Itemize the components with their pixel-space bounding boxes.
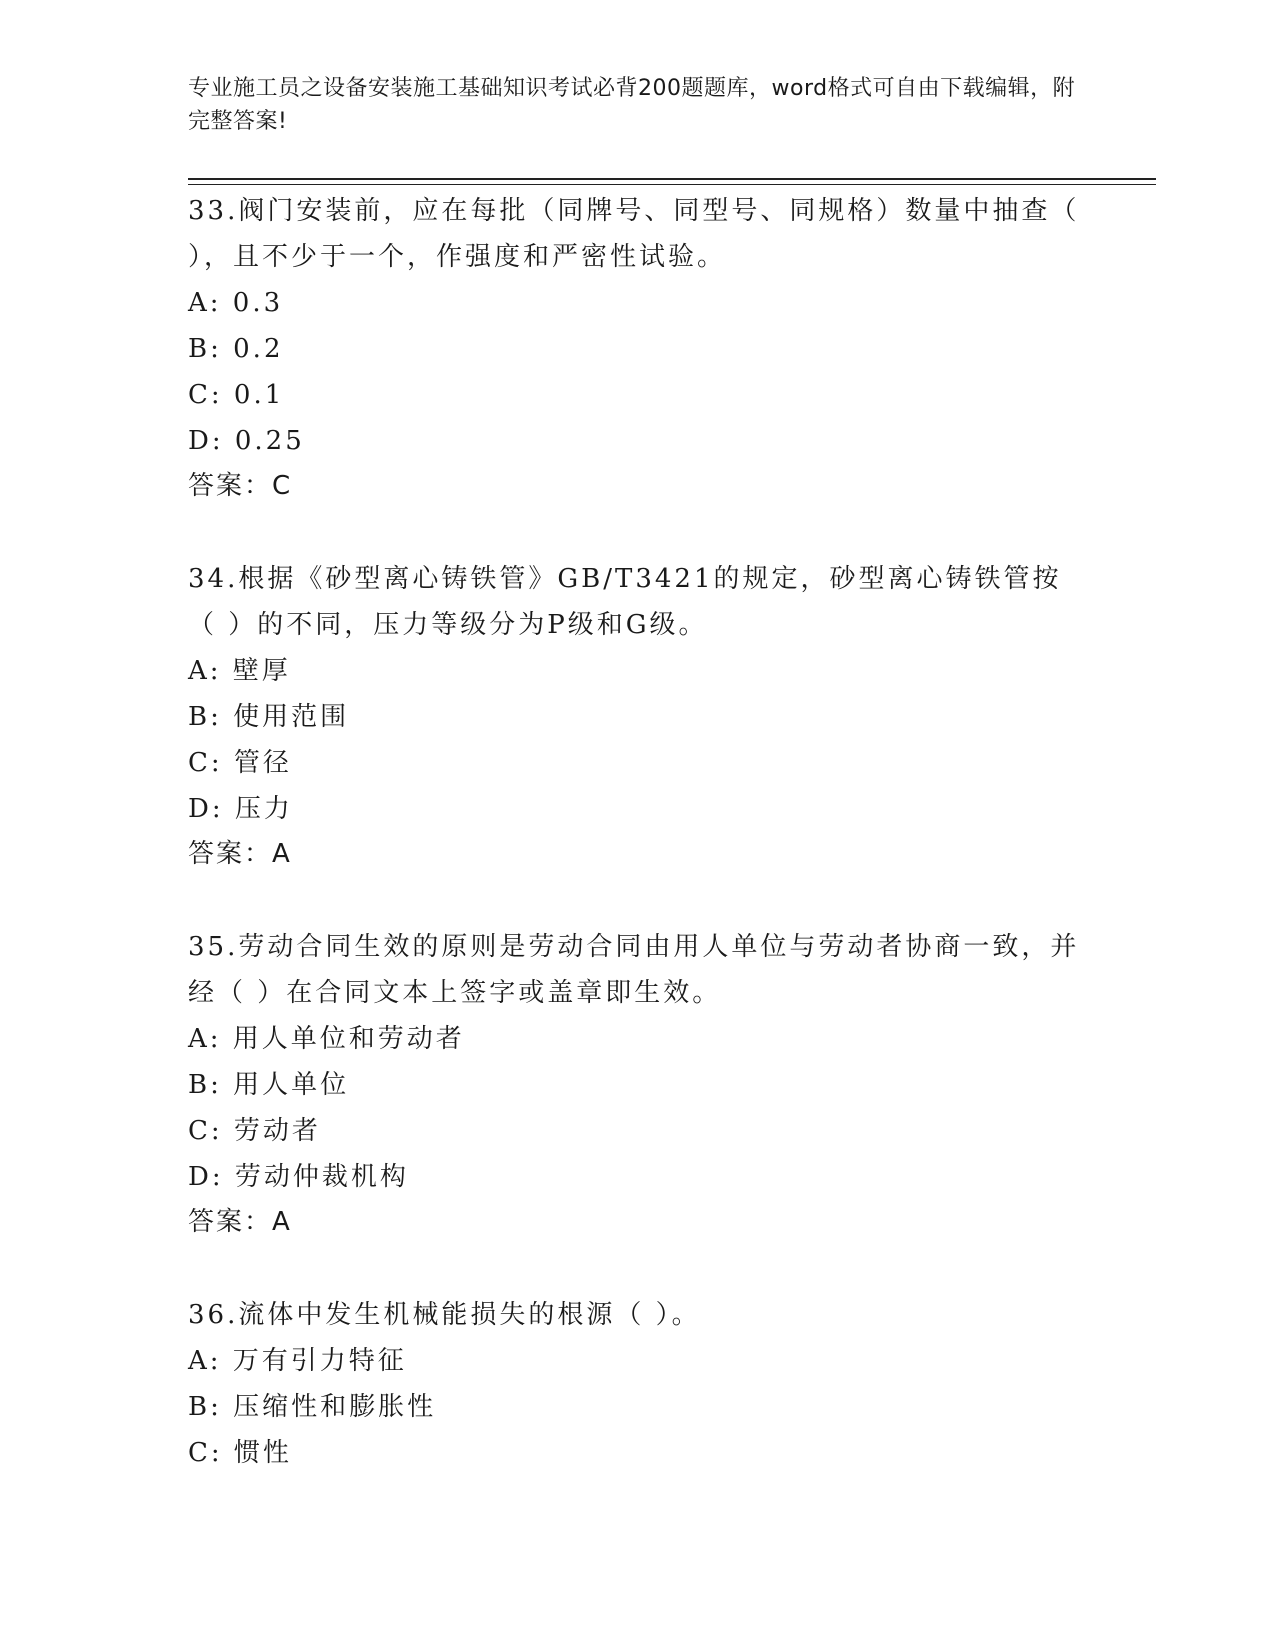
- option-b: B: 0.2: [188, 334, 284, 364]
- option-d: D: 劳动仲裁机构: [188, 1162, 409, 1192]
- option-b: B: 用人单位: [188, 1070, 350, 1100]
- option-a: A: 壁厚: [188, 656, 291, 686]
- answer-line: 答案：A: [188, 839, 292, 869]
- option-a: A: 0.3: [188, 288, 284, 318]
- header-divider-thin: [188, 184, 1156, 185]
- answer-line: 答案：A: [188, 1207, 292, 1237]
- option-c: C: 惯性: [188, 1438, 292, 1468]
- question-stem: 34.根据《砂型离心铸铁管》GB/T3421的规定，砂型离心铸铁管按（ ）的不同，压力等级分为P级和G级。: [188, 564, 1062, 640]
- option-a: A: 用人单位和劳动者: [188, 1024, 465, 1054]
- question-stem: 33.阀门安装前，应在每批（同牌号、同型号、同规格）数量中抽查（ ），且不少于一个，作强度和严密性试验。: [188, 196, 1080, 272]
- option-c: C: 管径: [188, 748, 292, 778]
- answer-line: 答案：C: [188, 471, 293, 501]
- option-d: D: 0.25: [188, 426, 305, 456]
- option-b: B: 压缩性和膨胀性: [188, 1392, 437, 1422]
- option-c: C: 劳动者: [188, 1116, 321, 1146]
- question-34: [188, 556, 1088, 876]
- option-c: C: 0.1: [188, 380, 285, 410]
- question-spacer: [188, 508, 1088, 556]
- question-list: [188, 188, 1088, 1476]
- question-35: [188, 924, 1088, 1244]
- question-stem: 35.劳动合同生效的原则是劳动合同由用人单位与劳动者协商一致，并经（ ）在合同文本上签字或盖章即生效。: [188, 932, 1080, 1008]
- question-33: [188, 188, 1088, 508]
- option-b: B: 使用范围: [188, 702, 350, 732]
- option-d: D: 压力: [188, 794, 293, 824]
- question-36: [188, 1292, 1088, 1476]
- question-spacer: [188, 1244, 1088, 1292]
- header-divider-thick: [188, 178, 1156, 180]
- option-a: A: 万有引力特征: [188, 1346, 407, 1376]
- question-stem: 36.流体中发生机械能损失的根源（ ）。: [188, 1300, 701, 1330]
- question-spacer: [188, 876, 1088, 924]
- document-header: 专业施工员之设备安装施工基础知识考试必背200题题库，word格式可自由下载编辑，附完整答案!: [188, 76, 1076, 134]
